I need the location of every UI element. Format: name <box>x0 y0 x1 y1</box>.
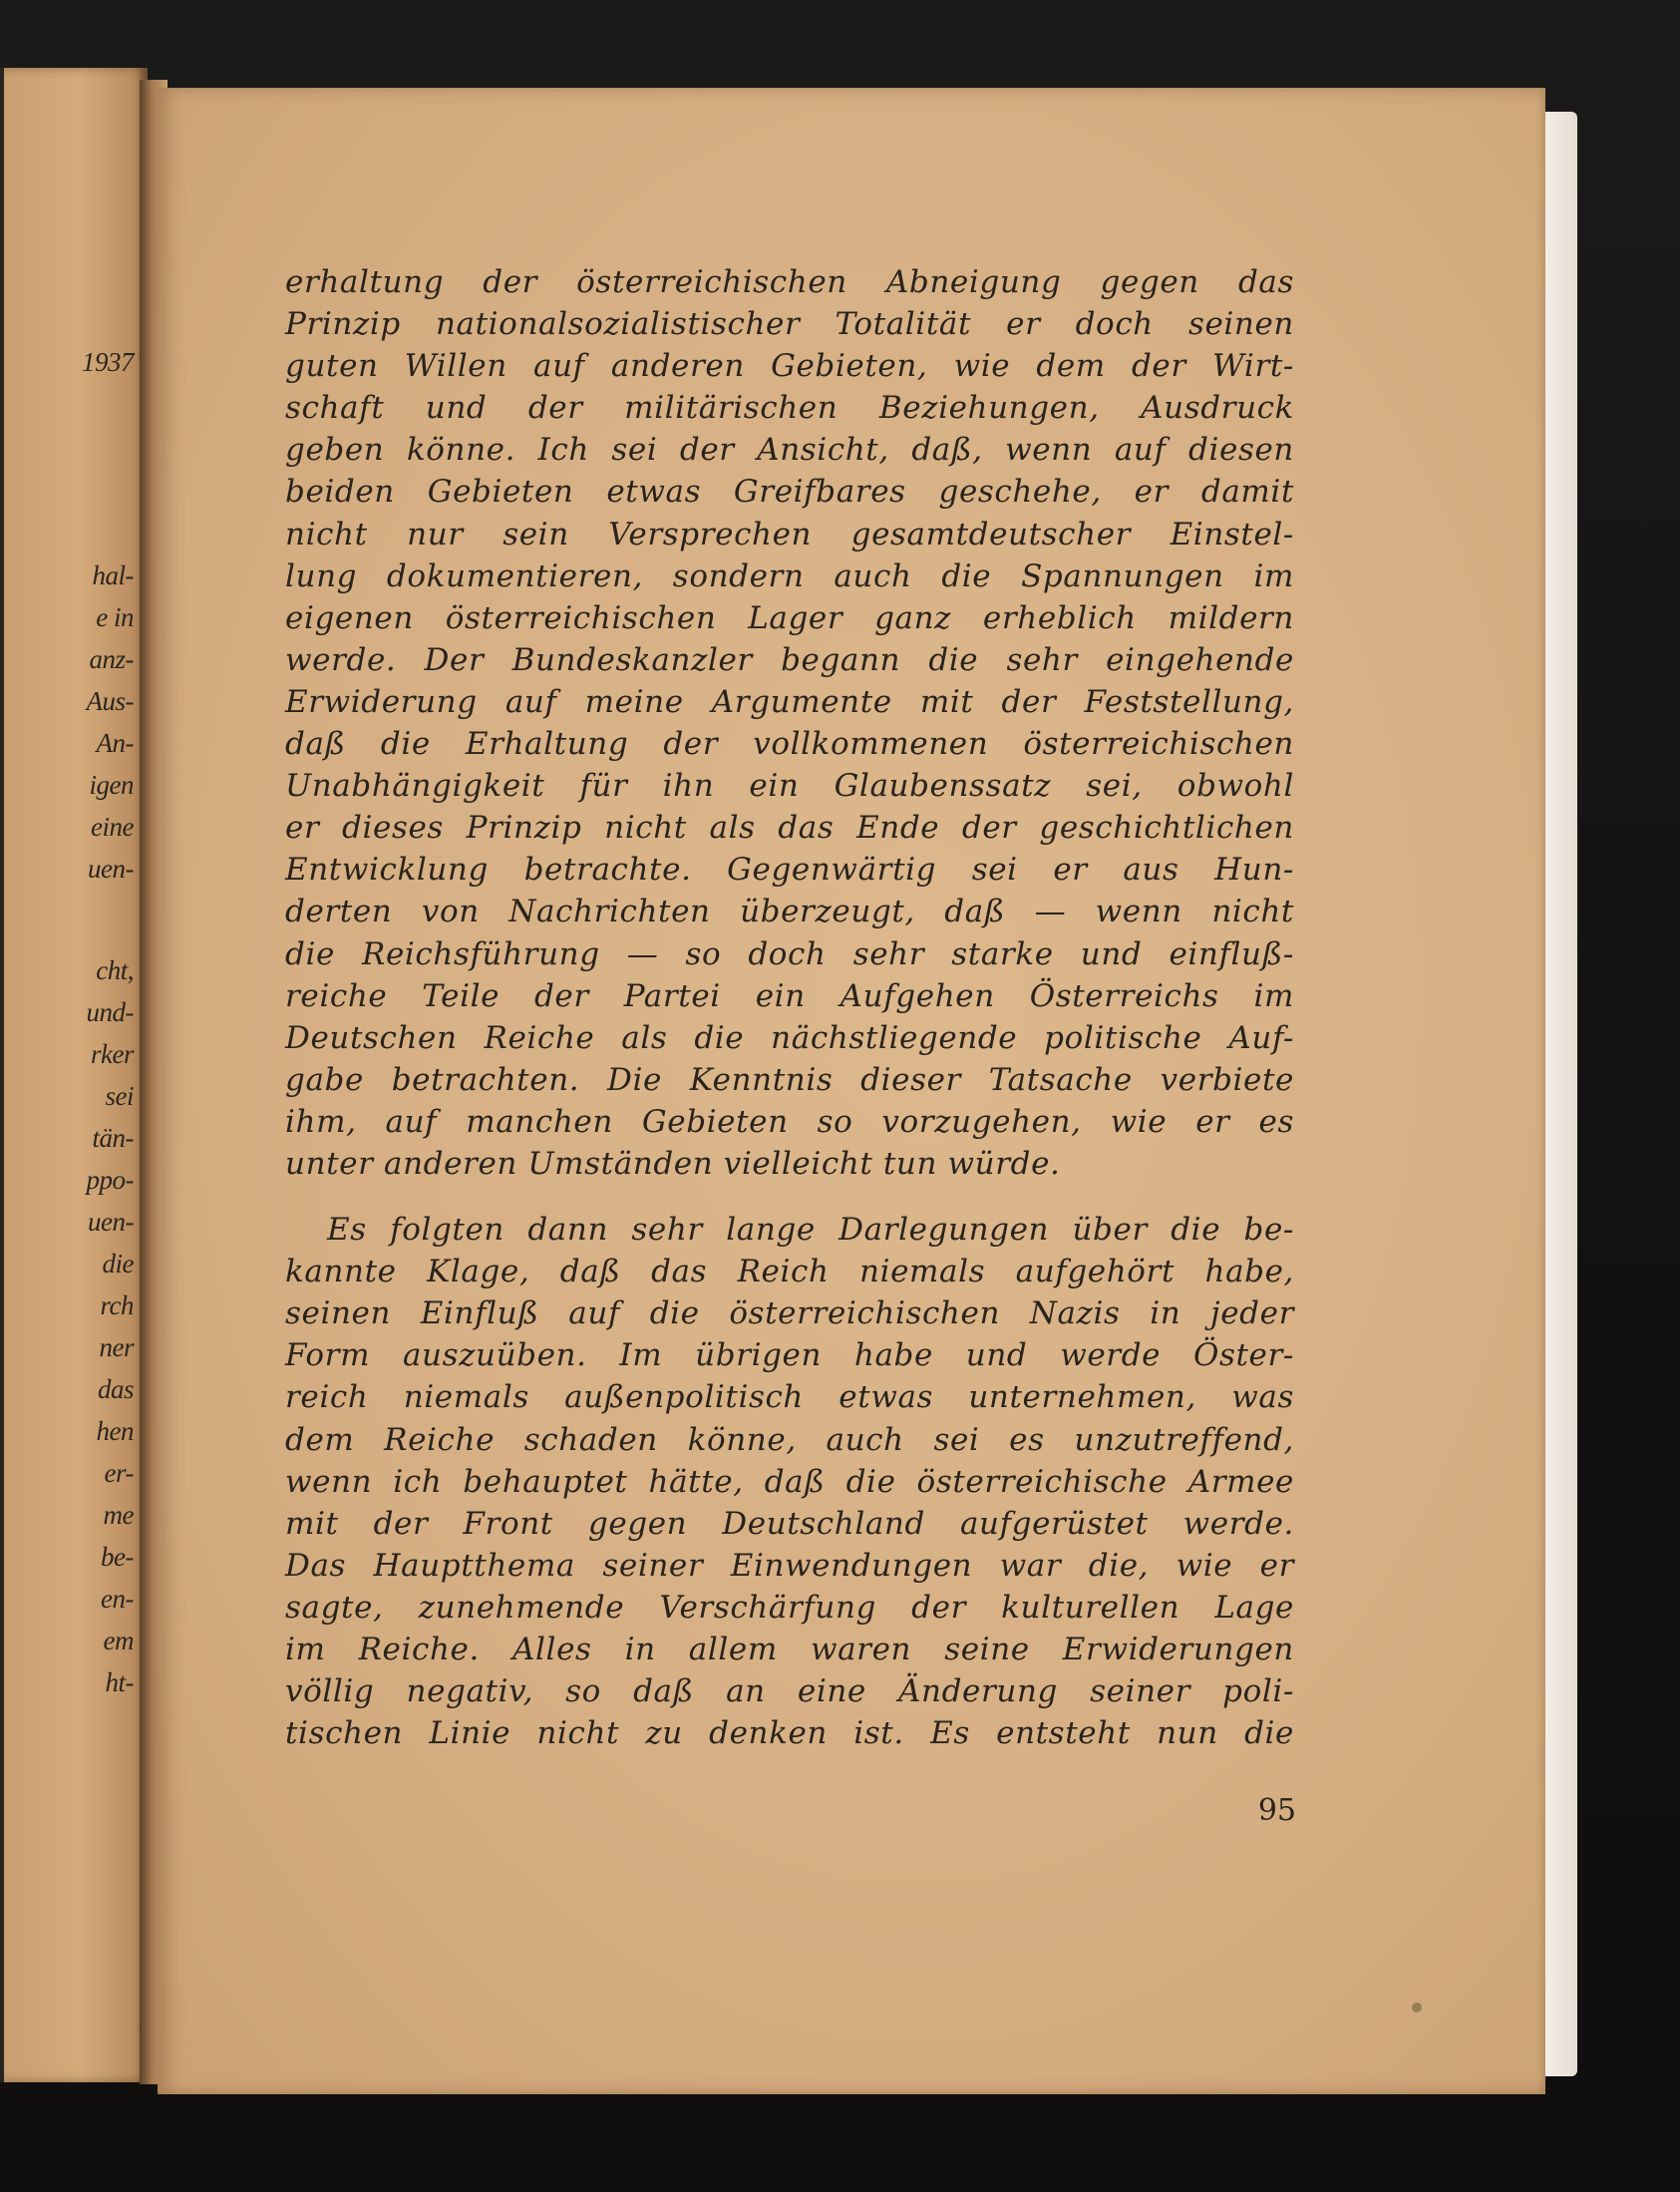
text-line: im Reiche. Alles in allem waren seine Erwiderungen <box>285 1632 1294 1667</box>
paragraph <box>285 1209 1294 1754</box>
text-line: guten Willen auf anderen Gebieten, wie dem der Wirt- <box>285 348 1294 385</box>
text-line: daß die Erhaltung der vollkommenen österreichischen <box>285 726 1294 763</box>
text-line: geben könne. Ich sei der Ansicht, daß, wenn auf diesen <box>285 432 1294 469</box>
text-line: dem Reiche schaden könne, auch sei es unzutreffend, <box>285 1421 1294 1458</box>
text-line: beiden Gebieten etwas Greifbares geschehe, er damit <box>285 474 1294 511</box>
margin-fragment: tän- <box>92 1123 134 1153</box>
margin-fragment: An- <box>96 728 134 758</box>
text-line: sagte, zunehmende Verschärfung der kulturellen Lage <box>285 1589 1294 1626</box>
margin-fragment: be- <box>101 1542 134 1572</box>
text-line: Form auszuüben. Im übrigen habe und werde Öster- <box>285 1337 1294 1374</box>
margin-fragment: e in <box>96 602 134 632</box>
margin-fragment: hal- <box>92 560 134 590</box>
margin-fragment: Aus- <box>86 686 134 716</box>
margin-fragment: er- <box>104 1458 134 1488</box>
text-line: Deutschen Reiche als die nächstliegende politische Auf- <box>285 1019 1294 1056</box>
text-line: erhaltung der österreichischen Abneigung gegen das <box>285 264 1294 300</box>
margin-fragment: uen- <box>88 854 134 884</box>
paper-speck <box>1412 2003 1422 2012</box>
page-body-text <box>285 261 1294 1754</box>
margin-fragment: igen <box>89 770 134 800</box>
margin-fragment: und- <box>86 997 134 1027</box>
paragraph-gap <box>285 1185 1294 1209</box>
text-line: ihm, auf manchen Gebieten so vorzugehen, wie er es <box>285 1103 1294 1140</box>
text-line: Entwicklung betrachte. Gegenwärtig sei er aus Hun- <box>285 852 1294 889</box>
margin-fragment: sei <box>105 1081 134 1111</box>
page-number: 95 <box>1257 1793 1296 1828</box>
margin-fragment: ner <box>99 1332 134 1362</box>
text-line: kannte Klage, daß das Reich niemals aufgehört habe, <box>285 1254 1294 1290</box>
margin-fragment: eine <box>91 812 134 842</box>
text-line: mit der Front gegen Deutschland aufgerüstet werde. <box>285 1505 1294 1542</box>
text-line: lung dokumentieren, sondern auch die Spannungen im <box>285 557 1294 594</box>
text-line: Es folgten dann sehr lange Darlegungen über die be- <box>327 1212 1294 1249</box>
margin-fragment: cht, <box>96 955 134 985</box>
margin-fragment: anz- <box>89 644 134 674</box>
text-line: reich niemals außenpolitisch etwas unternehmen, was <box>285 1379 1294 1416</box>
margin-fragment: rch <box>100 1290 134 1320</box>
text-line: Das Hauptthema seiner Einwendungen war die, wie er <box>285 1547 1294 1584</box>
margin-fragment: das <box>97 1374 134 1404</box>
margin-fragment: die <box>102 1249 134 1279</box>
text-line: schaft und der militärischen Beziehungen, Ausdruck <box>285 390 1294 427</box>
text-line: derten von Nachrichten überzeugt, daß — wenn nicht <box>285 894 1294 930</box>
paragraph <box>285 261 1294 1185</box>
margin-fragment: 1937 <box>82 347 134 377</box>
text-line: unter anderen Umständen vielleicht tun würde. <box>285 1145 1061 1182</box>
margin-fragment: hen <box>96 1416 134 1446</box>
text-line: gabe betrachten. Die Kenntnis dieser Tatsache verbiete <box>285 1061 1294 1098</box>
text-line: die Reichsführung — so doch sehr starke und einfluß- <box>285 935 1294 972</box>
text-line: nicht nur sein Versprechen gesamtdeutscher Einstel- <box>285 516 1294 552</box>
margin-fragment: en- <box>101 1584 134 1614</box>
text-line: Erwiderung auf meine Argumente mit der Feststellung, <box>285 683 1294 720</box>
text-line: tischen Linie nicht zu denken ist. Es entsteht nun die <box>285 1715 1294 1752</box>
text-line: Unabhängigkeit für ihn ein Glaubenssatz sei, obwohl <box>285 768 1294 805</box>
margin-fragment: em <box>103 1626 134 1655</box>
text-line: Prinzip nationalsozialistischer Totalität er doch seinen <box>285 306 1294 343</box>
margin-fragment: uen- <box>88 1207 134 1237</box>
text-line: völlig negativ, so daß an eine Änderung seiner poli- <box>285 1673 1294 1710</box>
margin-fragment: ht- <box>105 1667 134 1697</box>
text-line: reiche Teile der Partei ein Aufgehen Österreichs im <box>285 977 1294 1014</box>
text-line: wenn ich behauptet hätte, daß die österreichische Armee <box>285 1463 1294 1500</box>
text-line: eigenen österreichischen Lager ganz erheblich mildern <box>285 599 1294 636</box>
text-line: werde. Der Bundeskanzler begann die sehr eingehende <box>285 641 1294 678</box>
previous-page <box>0 68 148 2082</box>
text-line: er dieses Prinzip nicht als das Ende der geschichtlichen <box>285 810 1294 847</box>
margin-fragment: rker <box>91 1039 134 1069</box>
margin-fragment: me <box>103 1500 134 1530</box>
margin-fragment: ppo- <box>86 1165 134 1195</box>
text-line: seinen Einfluß auf die österreichischen Nazis in jeder <box>285 1295 1294 1332</box>
